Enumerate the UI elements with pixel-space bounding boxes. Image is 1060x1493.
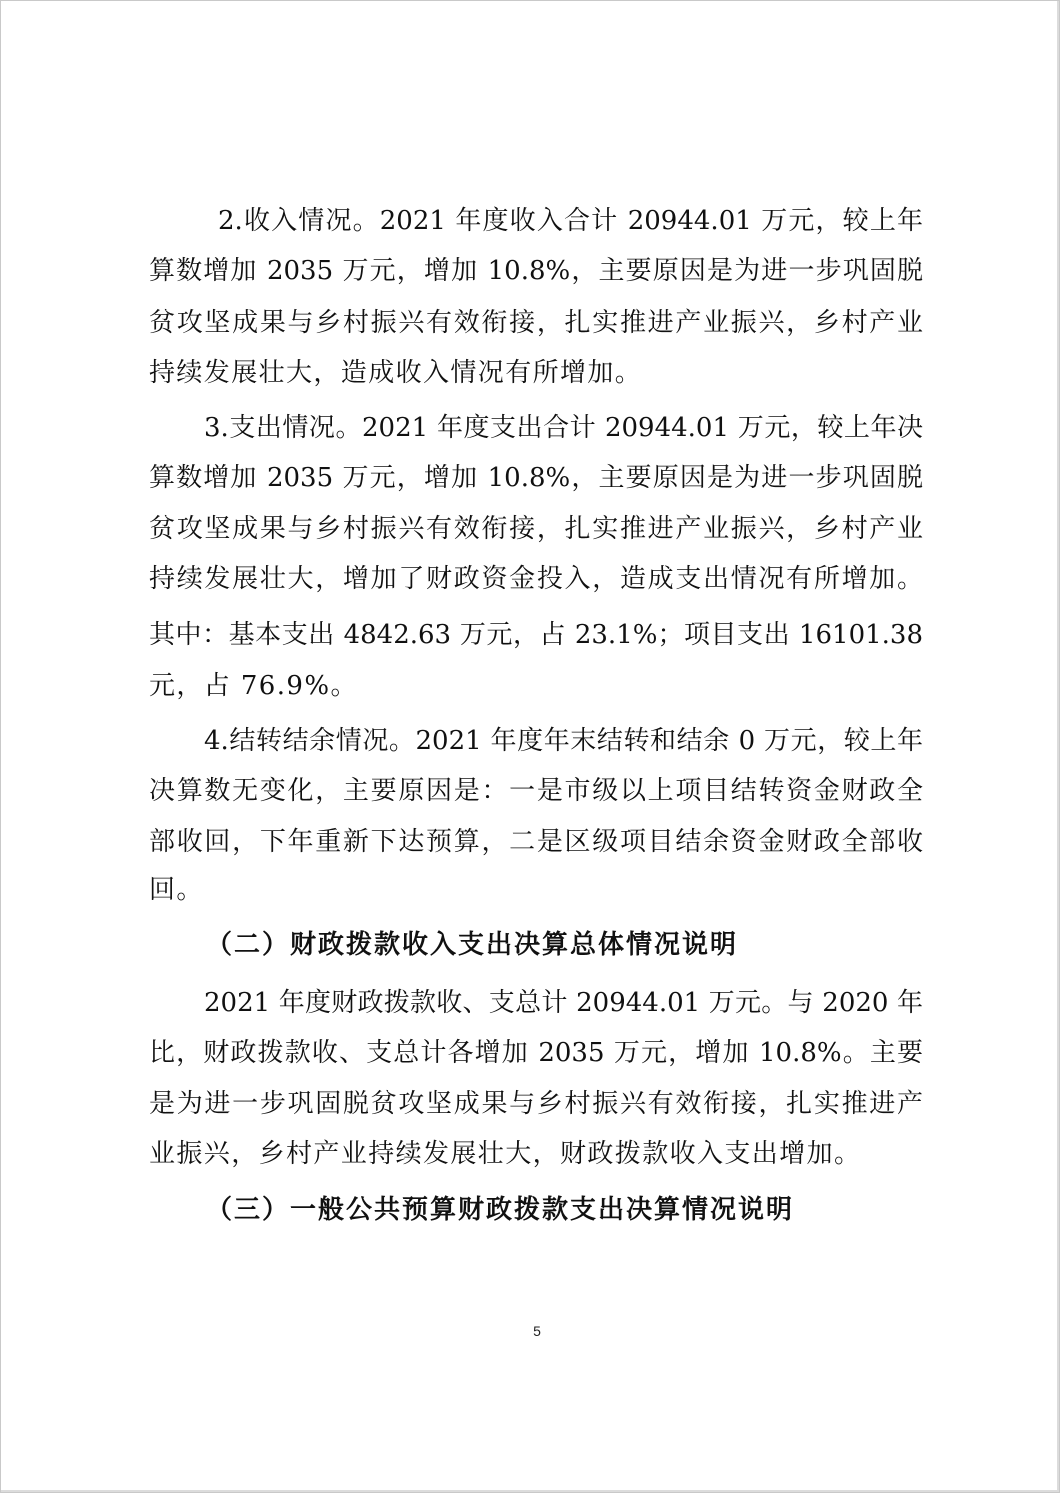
expenditure-paragraph-line: 持续发展壮大，增加了财政资金投入，造成支出情况有所增加。 [149, 564, 923, 594]
carryover-paragraph-line: 决算数无变化，主要原因是：一是市级以上项目结转资金财政全 [149, 776, 923, 806]
section-two-heading: （二）财政拨款收入支出决算总体情况说明 [206, 930, 739, 960]
expenditure-paragraph-line: 算数增加 2035 万元，增加 10.8%，主要原因是为进一步巩固脱 [149, 463, 923, 493]
carryover-paragraph-line: 部收回，下年重新下达预算，二是区级项目结余资金财政全部收 [149, 827, 923, 857]
expenditure-paragraph-line: 贫攻坚成果与乡村振兴有效衔接，扎实推进产业振兴，乡村产业 [149, 514, 923, 544]
expenditure-paragraph-line: 3.支出情况。2021 年度支出合计 20944.01 万元，较上年决 [204, 413, 923, 443]
appropriation-paragraph-line: 业振兴，乡村产业持续发展壮大，财政拨款收入支出增加。 [149, 1139, 862, 1169]
carryover-paragraph-line: 4.结转结余情况。2021 年度年末结转和结余 0 万元，较上年 [204, 726, 923, 756]
income-paragraph-line: 贫攻坚成果与乡村振兴有效衔接，扎实推进产业振兴，乡村产业 [149, 308, 923, 338]
appropriation-paragraph-line: 是为进一步巩固脱贫攻坚成果与乡村振兴有效衔接，扎实推进产 [149, 1089, 923, 1119]
page-number: 5 [533, 1323, 541, 1339]
section-three-heading: （三）一般公共预算财政拨款支出决算情况说明 [206, 1195, 795, 1225]
appropriation-paragraph-line: 比，财政拨款收、支总计各增加 2035 万元，增加 10.8%。主要 [149, 1038, 923, 1068]
appropriation-paragraph-line: 2021 年度财政拨款收、支总计 20944.01 万元。与 2020 年 [204, 988, 923, 1018]
carryover-paragraph-line: 回。 [149, 875, 204, 905]
income-paragraph-line: 2.收入情况。2021 年度收入合计 20944.01 万元，较上年 [218, 206, 923, 236]
expenditure-paragraph-line: 其中：基本支出 4842.63 万元，占 23.1%；项目支出 16101.38 [149, 620, 923, 650]
expenditure-paragraph-line: 元，占 76.9%。 [149, 671, 358, 701]
income-paragraph-line: 算数增加 2035 万元，增加 10.8%，主要原因是为进一步巩固脱 [149, 256, 923, 286]
income-paragraph-line: 持续发展壮大，造成收入情况有所增加。 [149, 358, 643, 388]
